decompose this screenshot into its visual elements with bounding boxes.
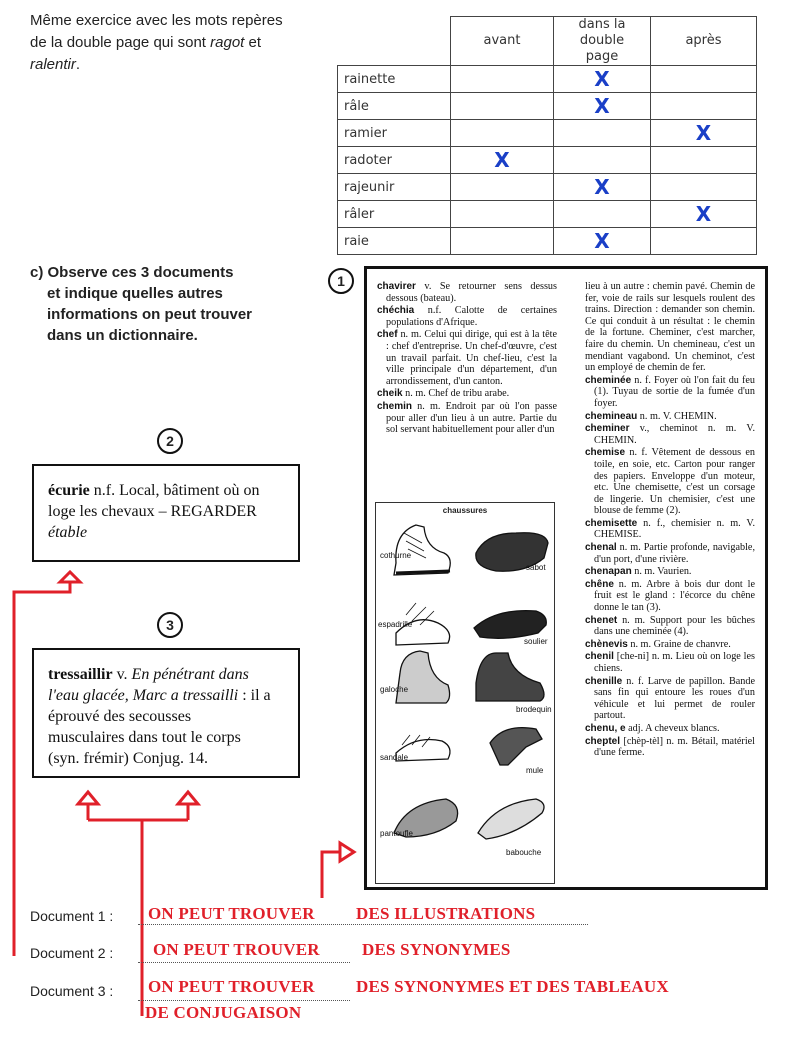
answer-line-3 bbox=[138, 1000, 350, 1001]
entry-headword: chenet bbox=[585, 614, 618, 626]
entry-definition: n. m. V. CHEMIN. bbox=[637, 410, 717, 422]
arrow-doc2 bbox=[14, 576, 70, 956]
entry-definition: n.f. Calotte de certaines populations d'Afrique. bbox=[386, 305, 557, 328]
answer-line-2 bbox=[138, 962, 350, 963]
entry-definition: n. m. Arbre à bois dur dont le fruit est le gland : l'écorce du chêne donne le tan (3). bbox=[594, 578, 755, 614]
entry-definition: n. m. Endroit par où l'on passe pour aller d'un lieu à un autre. Partie du sol servant habituellement pour aller d'un bbox=[386, 400, 557, 436]
entry-example: l'eau glacée, Marc a tressailli bbox=[48, 687, 239, 704]
instruction-text: et bbox=[244, 34, 262, 51]
entry-headword: cheik bbox=[377, 388, 403, 400]
entry-definition: [che-ni] n. m. Lieu où on loge les chiens. bbox=[594, 651, 755, 674]
entry-synonym-conjugation: (syn. frémir) Conjug. 14. bbox=[48, 750, 208, 767]
entry-headword: chenille bbox=[585, 675, 623, 687]
table-answer-cell: X bbox=[451, 147, 554, 174]
table-word-cell: rainette bbox=[338, 66, 451, 93]
header-apres: après bbox=[651, 17, 757, 66]
entry-headword: cheptel bbox=[585, 735, 621, 747]
entry-definition: n. f. Vêtement de dessous en toile, en soie, etc. Carton pour ranger des papiers. Enveloppe d'un moteur, etc. Une chemisette, c'est un corsage de lingerie. Un chemisier, c'est une blouse de femme (2). bbox=[594, 447, 755, 517]
shoe-label: cothurne bbox=[380, 551, 412, 560]
answer-1-text: DES ILLUSTRATIONS bbox=[356, 904, 536, 923]
illustration-title: chaussures bbox=[442, 506, 488, 515]
entry-headword: chemisette bbox=[585, 517, 638, 529]
shoe-label: pantoufle bbox=[380, 829, 413, 838]
entry-headword: chenu, e bbox=[585, 722, 626, 734]
answer-label-2: Document 2 : bbox=[30, 945, 114, 961]
entry-definition: n. m. Partie profonde, navigable, d'un port, d'une rivière. bbox=[594, 542, 755, 565]
badge-document-3: 3 bbox=[157, 612, 183, 638]
entry-headword: chemin bbox=[377, 400, 413, 412]
entry-definition: n. f. Foyer où l'on fait du feu (1). Tuyau de sortie de la fumée d'un foyer. bbox=[594, 374, 755, 409]
badge-document-2: 2 bbox=[157, 428, 183, 454]
answer-3-prefix: ON PEUT TROUVER bbox=[148, 977, 315, 996]
answer-label-1: Document 1 : bbox=[30, 908, 114, 924]
entry-see-also: étable bbox=[48, 524, 88, 541]
entry-definition: loge les chevaux – REGARDER bbox=[48, 503, 257, 520]
table-word-cell: raie bbox=[338, 228, 451, 255]
shoe-label: soulier bbox=[524, 637, 548, 646]
header-avant: avant bbox=[451, 17, 554, 66]
entry-definition: n.f. Local, bâtiment où on bbox=[89, 482, 260, 499]
shoe-label: sandale bbox=[380, 753, 409, 762]
table-answer-cell: X bbox=[554, 93, 651, 120]
answer-2-prefix: ON PEUT TROUVER bbox=[153, 940, 320, 959]
table-word-cell: ramier bbox=[338, 120, 451, 147]
question-line-2: et indique quelles autres bbox=[47, 285, 223, 302]
entry-headword: chenapan bbox=[585, 566, 632, 578]
answer-line-1 bbox=[138, 924, 588, 925]
entry-headword: chenil bbox=[585, 651, 614, 663]
badge-document-1: 1 bbox=[328, 268, 354, 294]
entry-headword: tressaillir bbox=[48, 666, 113, 683]
entry-definition: musculaires dans tout le corps bbox=[48, 729, 241, 746]
entry-headword: chemineau bbox=[585, 410, 638, 422]
shoe-label: mule bbox=[526, 766, 544, 775]
shoe-label: espadrille bbox=[378, 620, 413, 629]
header-double-page-label: dans la double page bbox=[578, 17, 626, 64]
shoe-label: babouche bbox=[506, 848, 542, 857]
entry-definition: : il a éprouvé des secousses bbox=[48, 687, 271, 725]
entry-headword: chenal bbox=[585, 542, 617, 554]
entry-definition: lieu à un autre : chemin pavé. Chemin de fer, voie de rails sur lesquels roulent des trains. Direction : demander son chemin. Ce qui conduit à un résultat : le chemin de la fortune. Cheminer, c'est marcher, faire du chemin. Un chemineau, c'est un mendiant vagabond. Un cheminot, c'est un employé de chemin de fer. bbox=[585, 281, 755, 374]
instruction-line-1: Même exercice avec les mots repères bbox=[30, 12, 283, 29]
entry-headword: chènevis bbox=[585, 638, 628, 650]
entry-headword: écurie bbox=[48, 482, 90, 499]
entry-headword: chef bbox=[377, 329, 398, 341]
entry-headword: cheminée bbox=[585, 374, 632, 386]
table-answer-cell: X bbox=[554, 174, 651, 201]
table-word-cell: radoter bbox=[338, 147, 451, 174]
entry-example: En pénétrant dans bbox=[131, 666, 249, 683]
entry-definition: n. m. Graine de chanvre. bbox=[627, 638, 731, 650]
table-answer-cell: X bbox=[554, 66, 651, 93]
instruction-text: de la double page qui sont bbox=[30, 34, 211, 51]
answer-3-text: DES SYNONYMES ET DES TABLEAUX bbox=[356, 977, 669, 996]
table-word-cell: râler bbox=[338, 201, 451, 228]
table-answer-cell: X bbox=[651, 120, 757, 147]
entry-pos: v. bbox=[112, 666, 132, 683]
entry-definition: v. Se retourner sens dessus dessous (bateau). bbox=[386, 281, 557, 304]
table-word-cell: rajeunir bbox=[338, 174, 451, 201]
instruction-text: . bbox=[75, 56, 81, 73]
shoe-label: brodequin bbox=[516, 705, 552, 714]
answer-label-3: Document 3 : bbox=[30, 983, 114, 999]
question-line-3: informations on peut trouver bbox=[47, 306, 253, 323]
entry-definition: n. m. Support pour les bûches dans une cheminée (4). bbox=[594, 614, 755, 638]
entry-headword: chavirer bbox=[377, 281, 416, 292]
shoe-label: sabot bbox=[526, 563, 546, 572]
question-line-4: dans un dictionnaire. bbox=[47, 327, 198, 344]
entry-definition: n. m. Vaurien. bbox=[631, 566, 692, 578]
answer-2-text: DES SYNONYMES bbox=[362, 940, 511, 959]
table-answer-cell: X bbox=[651, 201, 757, 228]
entry-definition: adj. A cheveux blancs. bbox=[625, 722, 720, 734]
entry-definition: v., cheminot n. m. V. CHEMIN. bbox=[594, 423, 755, 446]
entry-headword: cheminer bbox=[585, 423, 630, 435]
answer-3-text-cont: DE CONJUGAISON bbox=[145, 1003, 302, 1022]
entry-headword: chéchia bbox=[377, 305, 415, 317]
entry-definition: n. m. Celui qui dirige, qui est à la tête : chef d'entreprise. Un chef-d'œuvre, c'est un travail parfait. Un chef-lieu, c'est la ville principale d'un département, d'un arrondissement, d'un canton. bbox=[386, 329, 557, 387]
answer-1-prefix: ON PEUT TROUVER bbox=[148, 904, 315, 923]
entry-definition: n. m. Chef de tribu arabe. bbox=[402, 388, 510, 400]
keyword-ragot: ragot bbox=[210, 34, 245, 51]
entry-definition: n. f., chemisier n. m. V. CHEMISE. bbox=[594, 517, 755, 541]
shoe-label: galoche bbox=[380, 685, 409, 694]
entry-definition: [chèp-tèl] n. m. Bétail, matériel d'une ferme. bbox=[594, 735, 755, 759]
question-line-1: c) Observe ces 3 documents bbox=[30, 264, 234, 281]
table-word-cell: râle bbox=[338, 93, 451, 120]
entry-definition: n. f. Larve de papillon. Bande sans fin qui entoure les roues d'un véhicule et lui permet de rouler partout. bbox=[594, 675, 755, 722]
entry-headword: chêne bbox=[585, 578, 614, 590]
entry-headword: chemise bbox=[585, 447, 626, 459]
table-answer-cell: X bbox=[554, 228, 651, 255]
keyword-ralentir: ralentir bbox=[30, 56, 76, 73]
